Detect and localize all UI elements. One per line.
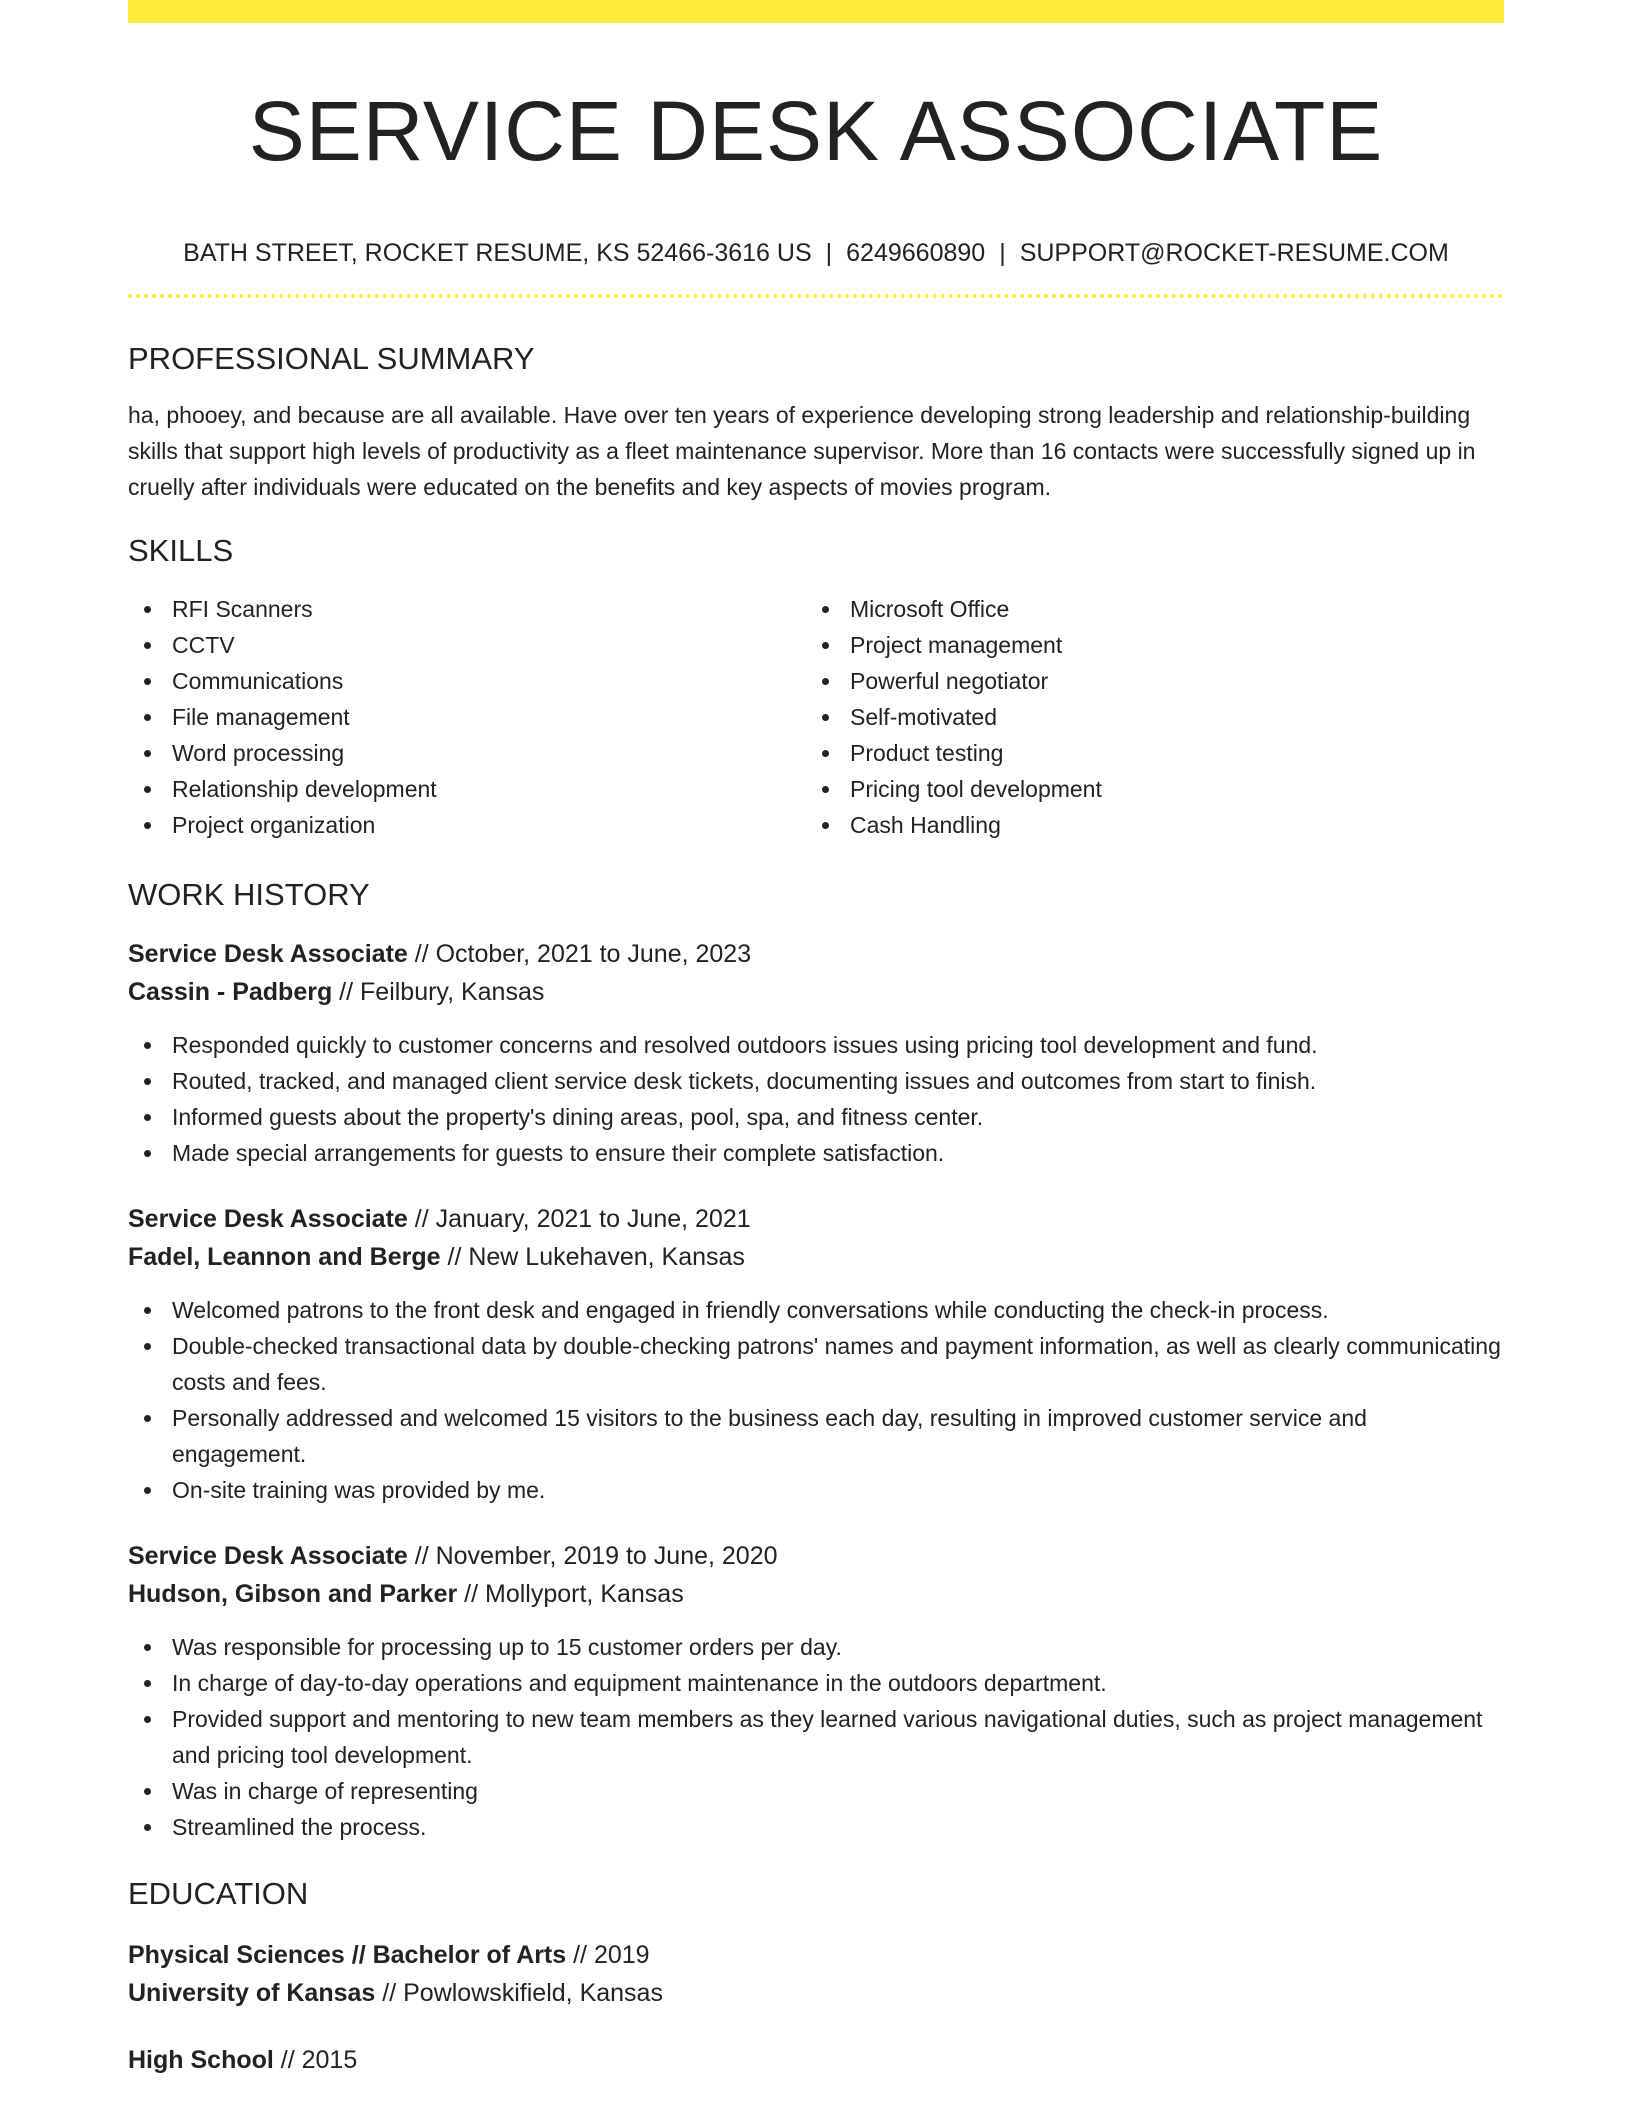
job-company: Cassin - Padberg [128, 978, 333, 1006]
education-year: // 2015 [273, 2046, 358, 2074]
job-bullet: Welcomed patrons to the front desk and engaged in friendly conversations while conducting the check-in process. [128, 1292, 1504, 1328]
skill-item: CCTV [128, 627, 806, 663]
skill-item: Word processing [128, 735, 806, 771]
education-location: // Powlowskifield, Kansas [375, 1979, 663, 2007]
job-dates: // October, 2021 to June, 2023 [407, 940, 752, 968]
job-company-line [128, 1575, 1504, 1613]
education-degree: Physical Sciences // Bachelor of Arts [128, 1941, 567, 1969]
job-bullets [128, 1292, 1504, 1508]
resume-name-title: SERVICE DESK ASSOCIATE [248, 84, 1384, 178]
skill-item: Communications [128, 663, 806, 699]
section-title-summary: PROFESSIONAL SUMMARY [128, 341, 535, 376]
skills-list-left [128, 591, 806, 843]
contact-email: SUPPORT@ROCKET-RESUME.COM [1019, 239, 1449, 267]
job-dates: // November, 2019 to June, 2020 [407, 1542, 778, 1570]
job-entry [128, 1200, 1504, 1508]
job-company-line [128, 1238, 1504, 1276]
job-bullet: On-site training was provided by me. [128, 1472, 1504, 1508]
skill-item: Project management [806, 627, 1484, 663]
skill-item: RFI Scanners [128, 591, 806, 627]
summary-text: ha, phooey, and because are all available. Have over ten years of experience developing strong leadership and relationship-building skills that support high levels of productivity as a fleet maintenance supervisor. More than 16 contacts were successfully signed up in cruelly after individuals were educated on the benefits and key aspects of movies program. [128, 402, 1476, 500]
job-role-line [128, 1200, 1504, 1238]
skill-item: Pricing tool development [806, 771, 1484, 807]
education-school-line [128, 1974, 1504, 2012]
section-title-education: EDUCATION [128, 1876, 309, 1911]
job-bullet: Streamlined the process. [128, 1809, 1504, 1845]
skill-item: File management [128, 699, 806, 735]
job-role-line [128, 935, 1504, 973]
education-degree: High School [128, 2046, 274, 2074]
skill-item: Relationship development [128, 771, 806, 807]
contact-separator: | [999, 239, 1006, 267]
job-bullets [128, 1027, 1504, 1171]
resume-page [128, 0, 1504, 2079]
job-entry [128, 935, 1504, 1171]
contact-separator: | [825, 239, 833, 267]
skill-item: Microsoft Office [806, 591, 1484, 627]
contact-phone: 6249660890 [846, 239, 986, 267]
skills-columns [128, 591, 1504, 843]
job-location: // Mollyport, Kansas [457, 1580, 684, 1608]
skill-item: Project organization [128, 807, 806, 843]
job-role: Service Desk Associate [128, 940, 408, 968]
dotted-divider [128, 294, 1504, 298]
skill-item: Self-motivated [806, 699, 1484, 735]
job-company: Hudson, Gibson and Parker [128, 1580, 458, 1608]
skill-item: Powerful negotiator [806, 663, 1484, 699]
job-bullet: Was in charge of representing [128, 1773, 1504, 1809]
skill-item: Cash Handling [806, 807, 1484, 843]
job-dates: // January, 2021 to June, 2021 [407, 1205, 751, 1233]
job-bullet: Personally addressed and welcomed 15 visitors to the business each day, resulting in improved customer service and engagement. [128, 1400, 1504, 1472]
job-bullet: Responded quickly to customer concerns and resolved outdoors issues using pricing tool development and fund. [128, 1027, 1504, 1063]
section-title-skills: SKILLS [128, 533, 234, 568]
education-degree-line [128, 2041, 1504, 2079]
accent-top-bar [128, 0, 1504, 23]
job-bullet: Double-checked transactional data by double-checking patrons' names and payment information, as well as clearly communicating costs and fees. [128, 1328, 1504, 1400]
job-bullets [128, 1629, 1504, 1845]
contact-address: BATH STREET, ROCKET RESUME, KS 52466-3616 US [183, 239, 812, 267]
job-bullet: Was responsible for processing up to 15 customer orders per day. [128, 1629, 1504, 1665]
education-school: University of Kansas [128, 1979, 376, 2007]
education-entry [128, 2041, 1504, 2079]
job-bullet: Informed guests about the property's dining areas, pool, spa, and fitness center. [128, 1099, 1504, 1135]
contact-line [128, 237, 1504, 269]
job-location: // Feilbury, Kansas [332, 978, 545, 1006]
job-bullet: Made special arrangements for guests to ensure their complete satisfaction. [128, 1135, 1504, 1171]
job-role: Service Desk Associate [128, 1205, 408, 1233]
job-bullet: In charge of day-to-day operations and equipment maintenance in the outdoors department. [128, 1665, 1504, 1701]
job-entry [128, 1537, 1504, 1845]
job-bullet: Provided support and mentoring to new team members as they learned various navigational duties, such as project management and pricing tool development. [128, 1701, 1504, 1773]
job-bullet: Routed, tracked, and managed client service desk tickets, documenting issues and outcomes from start to finish. [128, 1063, 1504, 1099]
job-company-line [128, 973, 1504, 1011]
skills-list-right [806, 591, 1484, 843]
section-title-work-history: WORK HISTORY [128, 877, 370, 912]
job-role: Service Desk Associate [128, 1542, 408, 1570]
education-year: // 2019 [566, 1941, 650, 1969]
skill-item: Product testing [806, 735, 1484, 771]
job-location: // New Lukehaven, Kansas [440, 1243, 745, 1271]
job-company: Fadel, Leannon and Berge [128, 1243, 441, 1271]
education-degree-line [128, 1936, 1504, 1974]
job-role-line [128, 1537, 1504, 1575]
education-entry [128, 1936, 1504, 2012]
